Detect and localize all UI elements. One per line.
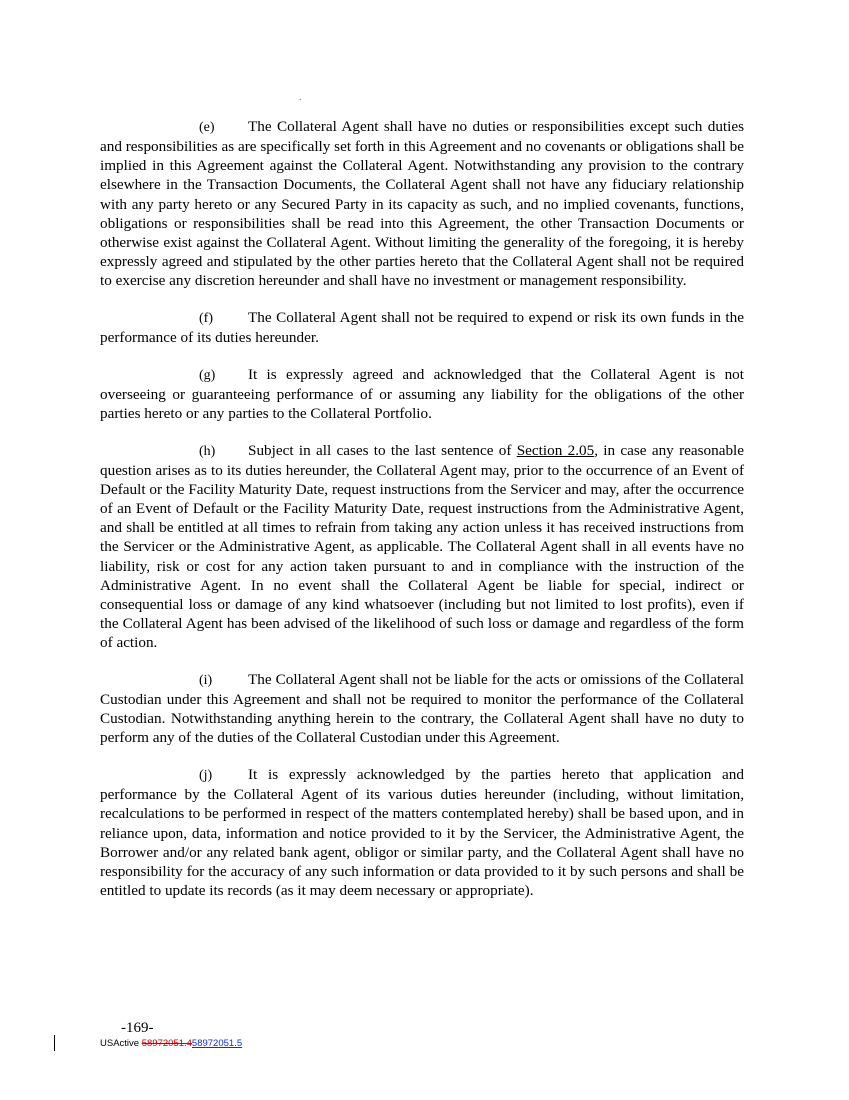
paragraph-text: It is expressly acknowledged by the parties hereto that application and performance by the Collateral Agent of its various duties hereunder (including, without limitation, recalculations to be performed in respect of the matters contemplated hereby) shall be based upon, and in reliance upon, data, information and notice provided to it by the Servicer, the Administrative Agent, the Borrower and/or any related bank agent, obligor or similar party, and the Collateral Agent shall have no responsibility for the accuracy of any such information or data provided to it by such persons and shall be entitled to update its records (as it may deem necessary or appropriate). — [100, 766, 744, 899]
paragraph-number: (h) — [199, 443, 216, 459]
page-number: -169- — [121, 1020, 154, 1036]
paragraph-text: , in case any reasonable question arises as to its duties hereunder, the Collateral Agent may, prior to the occurrence of an Event of Default or the Facility Maturity Date, request instructions from the Servicer and may, after the occurrence of an Event of Default or the Facility Maturity Date, request instructions from the Administrative Agent, and shall be entitled at all times to refrain from taking any action unless it has received instructions from the Servicer or the Administrative Agent, as applicable. The Collateral Agent shall in all events have no liability, risk or cost for any action taken pursuant to and in compliance with the instruction of the Administrative Agent. In no event shall the Collateral Agent be liable for special, indirect or consequential loss or damage of any kind whatsoever (including but not limited to lost profits), even if the Collateral Agent has been advised of the likelihood of such loss or damage and regardless of the form of action. — [100, 441, 745, 652]
paragraph-text: Subject in all cases to the last sentence of — [248, 441, 517, 459]
paragraph-number: (f) — [199, 310, 213, 326]
deleted-doc-id: 58972051.4 — [141, 1038, 192, 1049]
paragraph-i — [100, 670, 744, 748]
change-bar — [54, 1035, 55, 1051]
paragraph-h — [100, 441, 744, 653]
paragraph-number: (i) — [199, 672, 213, 688]
paragraph-text: The Collateral Agent shall not be liable for the acts or omissions of the Collateral Custodian under this Agreement and shall not be required to monitor the performance of the Collateral Custodian. Notwithstanding anything herein to the contrary, the Collateral Agent shall have no duty to perform any of the duties of the Collateral Custodian under this Agreement. — [100, 670, 744, 747]
paragraph-number: (j) — [199, 768, 213, 784]
paragraph-text: It is expressly agreed and acknowledged that the Collateral Agent is not overseeing or guaranteeing performance of or assuming any liability for the obligations of the other parties hereto or any parties to the Collateral Portfolio. — [100, 365, 744, 423]
section-reference-link[interactable]: Section 2.05 — [516, 441, 595, 459]
stray-mark: . — [299, 92, 302, 103]
paragraph-g — [100, 365, 744, 423]
paragraph-number: (e) — [199, 120, 215, 135]
document-body — [100, 117, 744, 918]
paragraph-number: (g) — [199, 367, 216, 383]
document-id-footer — [100, 1038, 242, 1049]
paragraph-e — [100, 117, 744, 290]
paragraph-j — [100, 765, 744, 900]
paragraph-text: The Collateral Agent shall not be required to expend or risk its own funds in the performance of its duties hereunder. — [100, 308, 744, 347]
inserted-doc-id: 58972051.5 — [191, 1038, 243, 1049]
paragraph-f — [100, 308, 744, 347]
doc-prefix: USActive — [100, 1038, 142, 1049]
paragraph-text: The Collateral Agent shall have no duties or responsibilities except such duties and responsibilities as are specifically set forth in this Agreement and no covenants or obligations shall be implied in this Agreement against the Collateral Agent. Notwithstanding any provision to the contrary elsewhere in the Transaction Documents, the Collateral Agent shall not have any fiduciary relationship with any party hereto or any Secured Party in its capacity as such, and no implied covenants, functions, obligations or responsibilities shall be read into this Agreement, the other Transaction Documents or otherwise exist against the Collateral Agent. Without limiting the generality of the foregoing, it is hereby expressly agreed and stipulated by the other parties hereto that the Collateral Agent shall not be required to exercise any discretion hereunder and shall have no investment or management responsibility. — [100, 118, 744, 290]
